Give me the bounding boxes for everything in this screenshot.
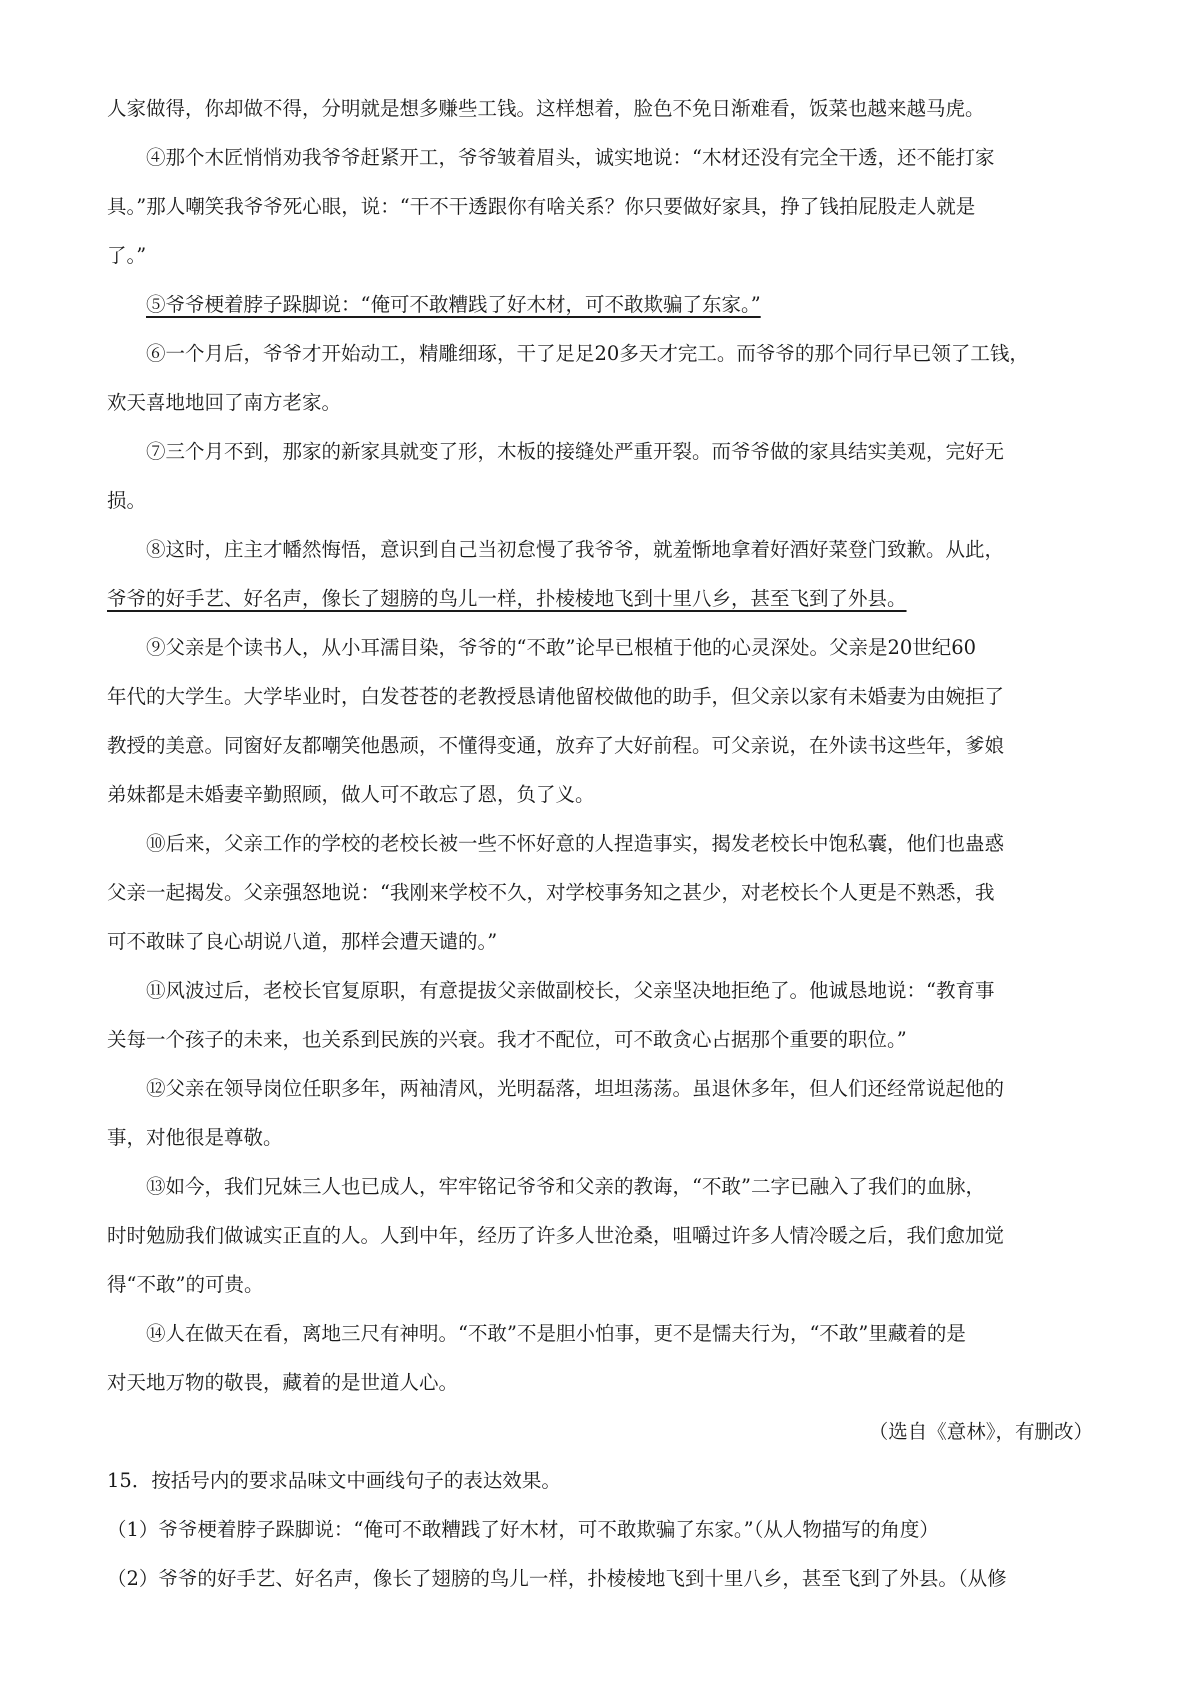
- paragraph-4-line: ④那个木匠悄悄劝我爷爷赶紧开工，爷爷皱着眉头，诚实地说：“木材还没有完全干透，还不能打家: [146, 146, 995, 169]
- text-line: 可不敢昧了良心胡说八道，那样会遭天谴的。”: [107, 930, 498, 953]
- text-line: 具。”那人嘲笑我爷爷死心眼，说：“干不干透跟你有啥关系？你只要做好家具，挣了钱拍屁股走人就是: [107, 195, 976, 218]
- underlined-sentence-1: ⑤爷爷梗着脖子跺脚说：“俺可不敢糟践了好木材，可不敢欺骗了东家。”: [146, 293, 761, 316]
- paragraph-13-line: ⑬如今，我们兄妹三人也已成人，牢牢铭记爷爷和父亲的教诲，“不敢”二字已融入了我们的血脉，: [146, 1175, 985, 1198]
- text-line: 教授的美意。同窗好友都嘲笑他愚顽，不懂得变通，放弃了大好前程。可父亲说，在外读书这些年，爹娘: [107, 734, 1005, 757]
- paragraph-7-line: ⑦三个月不到，那家的新家具就变了形，木板的接缝处严重开裂。而爷爷做的家具结实美观，完好无: [146, 440, 1005, 463]
- text-line: 损。: [107, 489, 147, 512]
- paragraph-14-line: ⑭人在做天在看，离地三尺有神明。“不敢”不是胆小怕事，更不是懦夫行为，“不敢”里藏着的是: [146, 1322, 966, 1345]
- paragraph-6-line: ⑥一个月后，爷爷才开始动工，精雕细琢，干了足足20多天才完工。而爷爷的那个同行早已领了工钱，: [146, 342, 1029, 365]
- text-line: 时时勉励我们做诚实正直的人。人到中年，经历了许多人世沧桑，咀嚼过许多人情冷暖之后，我们愈加觉: [107, 1224, 1005, 1247]
- text-line: 得“不敢”的可贵。: [107, 1273, 264, 1296]
- text-line: 了。”: [107, 244, 147, 267]
- paragraph-11-line: ⑪风波过后，老校长官复原职，有意提拔父亲做副校长，父亲坚决地拒绝了。他诚恳地说：“教育事: [146, 979, 995, 1002]
- text-line: 关每一个孩子的未来，也关系到民族的兴衰。我才不配位，可不敢贪心占据那个重要的职位。”: [107, 1028, 907, 1051]
- text-line: 欢天喜地地回了南方老家。: [107, 391, 342, 414]
- text-line: 对天地万物的敬畏，藏着的是世道人心。: [107, 1371, 459, 1394]
- paragraph-9-line: ⑨父亲是个读书人，从小耳濡目染，爷爷的“不敢”论早已根植于他的心灵深处。父亲是20世纪60: [146, 636, 977, 659]
- text-line: 年代的大学生。大学毕业时，白发苍苍的老教授恳请他留校做他的助手，但父亲以家有未婚妻为由婉拒了: [107, 685, 1005, 708]
- paragraph-8-line: ⑧这时，庄主才幡然悔悟，意识到自己当初怠慢了我爷爷，就羞惭地拿着好酒好菜登门致歉。从此，: [146, 538, 1005, 561]
- paragraph-12-line: ⑫父亲在领导岗位任职多年，两袖清风，光明磊落，坦坦荡荡。虽退休多年，但人们还经常说起他的: [146, 1077, 1005, 1100]
- question-15-prompt: 15．按括号内的要求品味文中画线句子的表达效果。: [107, 1469, 561, 1492]
- question-15-part-1: （1）爷爷梗着脖子跺脚说：“俺可不敢糟践了好木材，可不敢欺骗了东家。”（从人物描写的角度）: [107, 1518, 939, 1541]
- underlined-sentence-2: 爷爷的好手艺、好名声，像长了翅膀的鸟儿一样，扑棱棱地飞到十里八乡，甚至飞到了外县。: [107, 587, 907, 610]
- paragraph-10-line: ⑩后来，父亲工作的学校的老校长被一些不怀好意的人捏造事实，揭发老校长中饱私囊，他们也蛊惑: [146, 832, 1005, 855]
- text-line: 人家做得，你却做不得，分明就是想多赚些工钱。这样想着，脸色不免日渐难看，饭菜也越来越马虎。: [107, 97, 985, 120]
- source-citation: （选自《意林》，有删改）: [868, 1420, 1093, 1443]
- text-line: 事，对他很是尊敬。: [107, 1126, 283, 1149]
- question-15-part-2: （2）爷爷的好手艺、好名声，像长了翅膀的鸟儿一样，扑棱棱地飞到十里八乡，甚至飞到了外县。（从修: [107, 1567, 1007, 1590]
- text-line: 父亲一起揭发。父亲强怒地说：“我刚来学校不久，对学校事务知之甚少，对老校长个人更是不熟悉，我: [107, 881, 995, 904]
- text-line: 弟妹都是未婚妻辛勤照顾，做人可不敢忘了恩，负了义。: [107, 783, 595, 806]
